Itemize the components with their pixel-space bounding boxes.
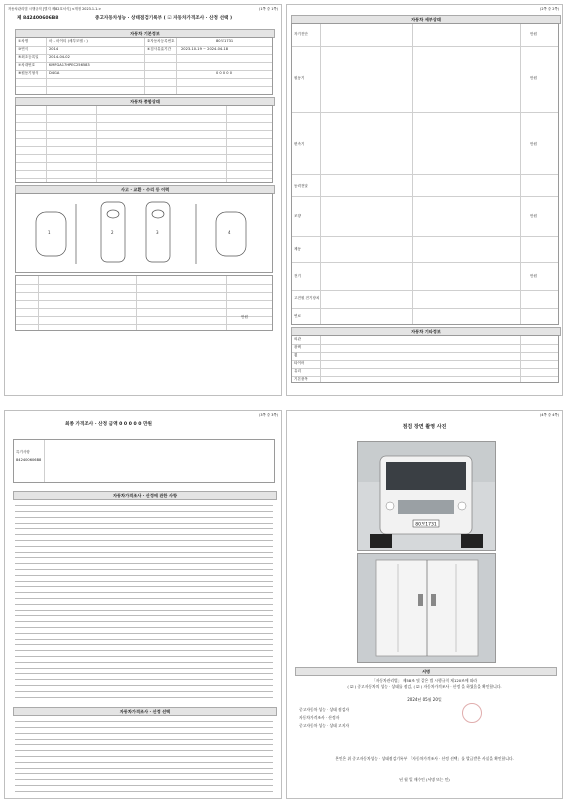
special-notes-box <box>13 439 275 483</box>
price-unit: 만원 <box>241 315 248 319</box>
group-engine: 원동기 <box>294 76 305 80</box>
section-basic-info: 자동차 기본정보 <box>15 29 275 38</box>
diagram-label-4: 4 <box>228 230 231 235</box>
other-info-table: 외관 광택 휠 타이어 유리 기본품목 <box>291 335 559 383</box>
signature-date: 2024년 05월 20일 <box>407 697 442 702</box>
accident-diagram-box <box>15 193 273 273</box>
signer-appraiser: 자동차가격조사 · 산정자 <box>299 715 340 720</box>
buyer-signature-line: 년 월 일 매수인 (서명 또는 인) <box>399 777 450 782</box>
document-page-3 <box>4 410 282 799</box>
document-title: 중고자동차성능 · 상태점검기록부 ( ☑ 자동차가격조사 · 산정 선택 ) <box>95 16 233 21</box>
mileage-value: 0 0 0 0 0 <box>216 71 233 75</box>
page-number: (2쪽 중 2쪽) <box>540 7 559 11</box>
section-accident-history: 사고 · 교환 · 수리 등 이력 <box>15 185 275 194</box>
document-page-1 <box>4 4 282 396</box>
page-number: (4쪽 중 4쪽) <box>540 413 559 417</box>
section-detail-status: 자동차 세부상태 <box>291 15 561 24</box>
car-outline-diagram <box>16 194 272 272</box>
group-high-voltage: 고전원 전기장치 <box>294 296 320 300</box>
page-number: (3쪽 중 3쪽) <box>259 413 278 417</box>
document-page-2 <box>286 4 563 396</box>
detail-status-table: 자기진단 원동기 변속기 동력전달 조향 제동 전기 고전원 전기장치 연료 만원 만원 만원 만원 만원 <box>291 23 559 325</box>
special-notes-label: 특기사항 <box>16 450 30 454</box>
signer-inspector: 중고자동차 성능 · 상태 점검자 <box>299 707 350 712</box>
truck-rear-photo <box>357 553 496 663</box>
group-power-train: 동력전달 <box>294 184 308 188</box>
group-self-diagnosis: 자기진단 <box>294 32 308 36</box>
section-price-notice: 자동차가격조사 · 산정에 관한 사항 <box>13 491 277 500</box>
group-electric: 전기 <box>294 274 301 278</box>
signature-statement: 「자동차관리법」 제58조 및 같은 법 시행규칙 제120조에 따라 ( ☑ ) 중고자동차의 성능 · 상태를 점검, ( ☑ ) 자동차가격조사 · 산정 을 하였음을 확인합니다. <box>347 678 502 689</box>
truck-front-photo <box>357 441 496 551</box>
page-number: (1쪽 중 1쪽) <box>259 7 278 11</box>
license-plate: 80모1731 <box>415 522 437 528</box>
document-number: 제 842400606B8 <box>17 16 59 21</box>
document-page-4 <box>286 410 563 799</box>
group-transmission: 변속기 <box>294 142 305 146</box>
section-signature: 서명 <box>295 667 557 676</box>
final-price-title: 최종 가격조사 · 산정 금액 0 0 0 0 0 만원 <box>65 422 152 427</box>
buyer-confirmation: 본인은 위 중고자동차성능 · 상태점검기록부 「자동차가격조사 · 산정 선택」를 발급받은 사실을 확인합니다. <box>335 756 514 761</box>
diagram-label-2: 2 <box>111 230 114 235</box>
group-brake: 제동 <box>294 247 301 251</box>
section-price-selection: 자동차가격조사 · 산정 선택 <box>13 707 277 716</box>
diagram-label-3: 3 <box>156 230 159 235</box>
signer-notifier: 중고자동차 성능 · 상태 고지자 <box>299 723 350 728</box>
group-steering: 조향 <box>294 214 301 218</box>
notice-paragraphs <box>15 501 273 701</box>
special-notes-code: 842400606B8 <box>16 458 42 462</box>
detail-table <box>15 275 273 331</box>
section-other-info: 자동차 기타정보 <box>291 327 561 336</box>
form-reference: 자동차관리법 시행규칙 [별지 제82호서식] <개정 2023.1.1.> <box>8 7 102 11</box>
seal-stamp <box>462 703 482 723</box>
basic-info-table: ①차명 마 - 마이티 (세부모델 : ) ②자동차등록번호 80모1731 ③연식 2014 ④검사유효기간 2023-10-19 ~ 2024-04-18 ⑤최초등록일 2014-04-02 ⑦차대번호 KMFGA17HPEC256583 ⑧원동기형식 D4GA 0 0 0 0 0 <box>15 37 273 95</box>
section-overall-status: 자동차 종합상태 <box>15 97 275 106</box>
photo-section-title: 점검 장면 촬영 사진 <box>402 424 447 430</box>
group-fuel: 연료 <box>294 314 301 318</box>
overall-status-table <box>15 105 273 183</box>
selection-paragraphs <box>15 717 273 793</box>
diagram-label-1: 1 <box>48 230 51 235</box>
